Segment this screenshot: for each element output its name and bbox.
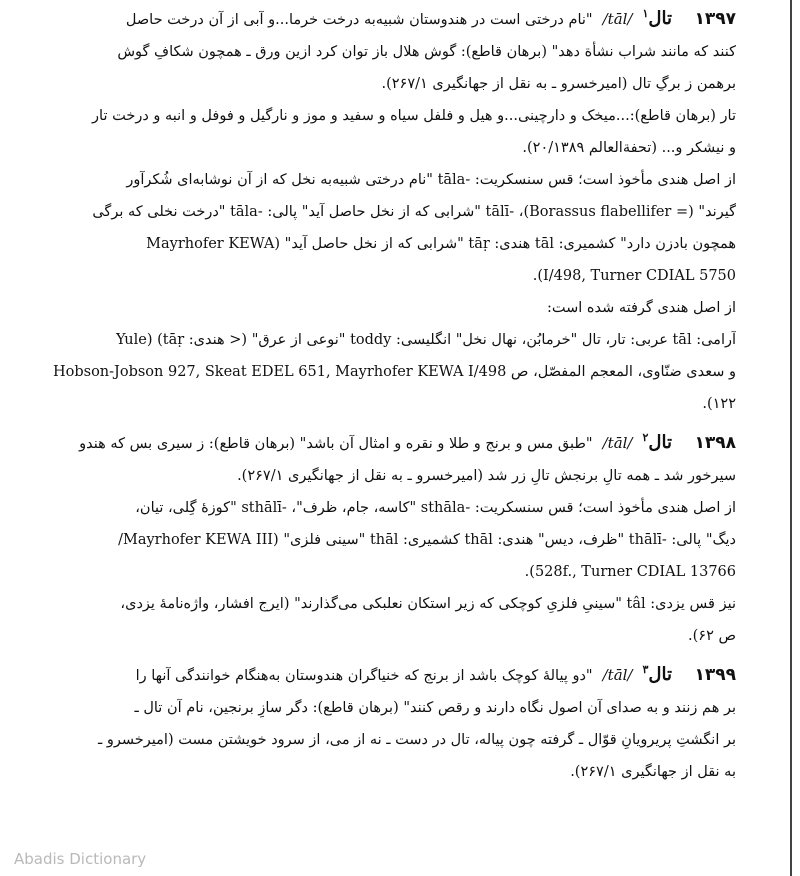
- entry-text-line: کنند که مانند شراب نشأة دهد" (برهان قاطع): گوش هلال باز توان کرد ازین ورق ـ همچون شکافِ گوش: [117, 44, 736, 60]
- entry-text-line: و نیشکر و... (تحفة‌العالم ۲۰/۱۳۸۹).: [522, 140, 736, 156]
- entry-text-line: 528f., Turner CDIAL 13766).: [524, 564, 736, 580]
- entry-transliteration: /tāl/: [602, 666, 633, 684]
- entry-text-line: گیرند" (= Borassus flabellifer)، -tālī "شرابی که از نخل حاصل آید" پالی: -tāla "درخت نخلی که برگی: [92, 204, 736, 220]
- dictionary-entry: [18, 4, 736, 420]
- entry-text-line: "طبق مس و برنج و طلا و نقره و امثال آن باشد" (برهان قاطع): ز سیری بس که هندو: [79, 436, 593, 452]
- watermark: Abadis Dictionary: [14, 850, 147, 868]
- entry-heading-row: [18, 428, 736, 460]
- entry-headword: [643, 663, 673, 685]
- entry-text-line: همچون بادزن دارد" کشمیری: tāl هندی: tāṛ "شرابی که از نخل حاصل آید" (Mayrhofer KEWA: [146, 236, 736, 252]
- page-edge-shadow: [790, 0, 792, 876]
- headword-index: ۲: [642, 431, 649, 444]
- dictionary-entry: [18, 428, 736, 652]
- entry-heading-row: [18, 660, 736, 692]
- headword-text: تال: [648, 432, 672, 453]
- entry-separator: [18, 420, 736, 428]
- entries-container: [18, 4, 736, 788]
- entry-text-line: از اصل هندی مأخوذ است؛ قس سنسکریت: -sthāla "کاسه، جام، ظرف"، -sthālī "کوزهٔ گِلی، تیان،: [135, 500, 736, 516]
- entry-text-line: آرامی: tāl عربی: تار، تال "خرمابُن، نهال نخل" انگلیسی: toddy "نوعی از عرق" (< هندی: tāṛ) (Yule: [115, 332, 736, 348]
- entry-text-line: از اصل هندی مأخوذ است؛ قس سنسکریت: -tāla "نام درختی شبیه‌به نخل که از آن نوشابه‌ای شُکرآور: [126, 172, 736, 188]
- entry-number: ۱۳۹۹: [694, 665, 736, 685]
- entry-separator: [18, 652, 736, 660]
- entry-text-line: تار (برهان قاطع):...میخک و دارچینی...و هیل و فلفل سیاه و سفید و موز و نارگیل و فوفل و انبه و درخت تار: [92, 108, 736, 124]
- entry-text-line: "نام درختی است در هندوستان شبیه‌به درخت خرما...و آبی از آن درخت حاصل: [125, 12, 593, 28]
- entry-text-line: ۱۲۲).: [702, 396, 736, 412]
- entry-headword: [643, 431, 673, 453]
- entry-text-line: دیگ" پالی: -thālī "ظرف، دیس" هندی: thāl کشمیری: thāl "سینی فلزی" (Mayrhofer KEWA III/: [118, 532, 736, 548]
- entry-text-line: بر هم زنند و به صدای آن اصول نگاه دارند و رقص کنند" (برهان قاطع): دگر سازِ برنجین، نام آن تال ـ: [134, 700, 736, 716]
- entry-text-line: بر انگشتِ پریرویانِ قوّال ـ گرفته چون پیاله، تال در دست ـ نه از می، از سرود خویشتن مست (امیرخسرو ـ: [98, 732, 736, 748]
- entry-text-line: از اصل هندی گرفته شده است:: [546, 300, 736, 316]
- entry-text-line: و سعدی ضنّاوی، المعجم المفصّل، ص Hobson-Jobson 927, Skeat EDEL 651, Mayrhofer KEWA I/498: [52, 364, 736, 380]
- entry-text-line: ص ۶۲).: [688, 628, 736, 644]
- headword-text: تال: [648, 8, 672, 29]
- entry-text-line: نیز قس یزدی: tâl "سینیِ فلزیِ کوچکی که زیر استکان نعلبکی می‌گذارند" (ایرج افشار، واژه‌نامهٔ یزدی،: [120, 596, 736, 612]
- entry-text-line: برهمن ز برگِ تال (امیرخسرو ـ به نقل از جهانگیری ۲۶۷/۱).: [381, 76, 736, 92]
- entry-text-line: به نقل از جهانگیری ۲۶۷/۱).: [570, 764, 736, 780]
- entry-headword: [643, 7, 673, 29]
- entry-text-line: I/498, Turner CDIAL 5750).: [532, 268, 736, 284]
- entry-text-line: سیرخور شد ـ همه تالِ برنجش تالِ زر شد (امیرخسرو ـ به نقل از جهانگیری ۲۶۷/۱).: [237, 468, 736, 484]
- entry-transliteration: /tāl/: [602, 10, 633, 28]
- entry-transliteration: /tāl/: [602, 434, 633, 452]
- entry-heading-row: [18, 4, 736, 36]
- headword-text: تال: [648, 664, 672, 685]
- dictionary-entry: [18, 660, 736, 788]
- entry-number: ۱۳۹۷: [694, 9, 736, 29]
- entry-number: ۱۳۹۸: [694, 433, 736, 453]
- headword-index: ۱: [642, 7, 649, 20]
- entry-text-line: "دو پیالهٔ کوچک باشد از برنج که خنیاگران هندوستان به‌هنگام خوانندگی آنها را: [135, 668, 593, 684]
- headword-index: ۳: [642, 663, 649, 676]
